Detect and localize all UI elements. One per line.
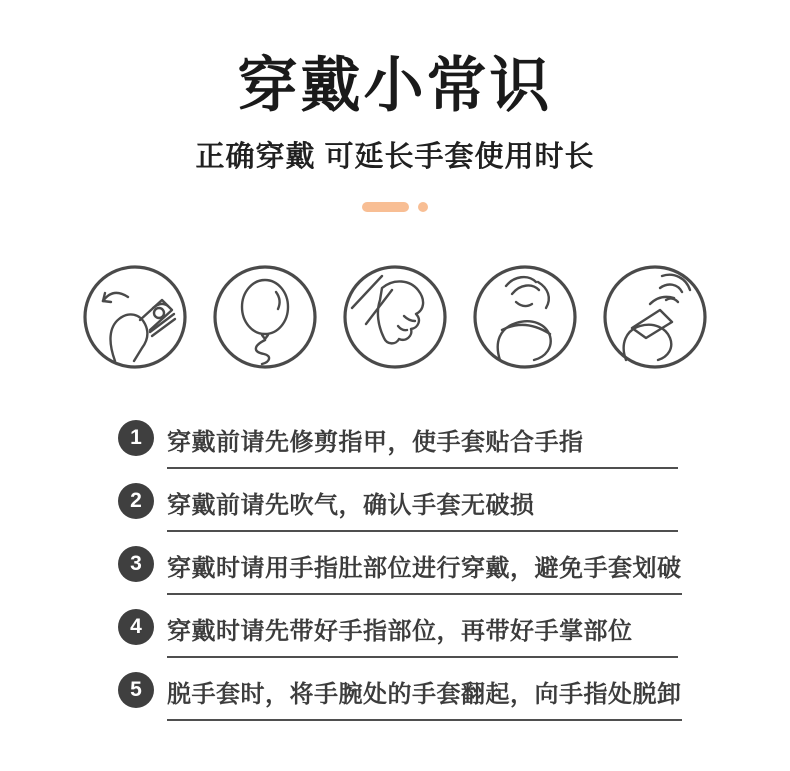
flip-cuff-remove-icon [602,264,708,370]
pull-glove-on-icon [472,264,578,370]
accent-divider [0,202,790,212]
divider-dot [418,202,428,212]
page-title: 穿戴小常识 [237,52,553,119]
inflate-glove-balloon-icon [212,264,318,370]
step-row-1 [118,420,678,469]
step-text: 脱手套时，将手腕处的手套翻起，向手指处脱卸 [167,672,682,721]
finger-pad-wear-icon [342,264,448,370]
step-text: 穿戴前请先修剪指甲，使手套贴合手指 [167,420,678,469]
step-row-3 [118,546,682,595]
divider-bar [362,202,409,212]
step-text: 穿戴前请先吹气，确认手套无破损 [167,483,678,532]
step-row-5 [118,672,682,721]
step-text: 穿戴时请用手指肚部位进行穿戴，避免手套划破 [167,546,682,595]
trim-fingernails-icon [82,264,188,370]
steps-list [118,420,682,721]
step-number-badge: 3 [118,546,154,582]
step-number-badge: 5 [118,672,154,708]
step-number-badge: 1 [118,420,154,456]
step-text: 穿戴时请先带好手指部位，再带好手掌部位 [167,609,678,658]
step-row-4 [118,609,678,658]
page-subtitle: 正确穿戴 可延长手套使用时长 [195,141,595,173]
illustration-row [0,264,790,370]
step-number-badge: 4 [118,609,154,645]
step-row-2 [118,483,678,532]
step-number-badge: 2 [118,483,154,519]
